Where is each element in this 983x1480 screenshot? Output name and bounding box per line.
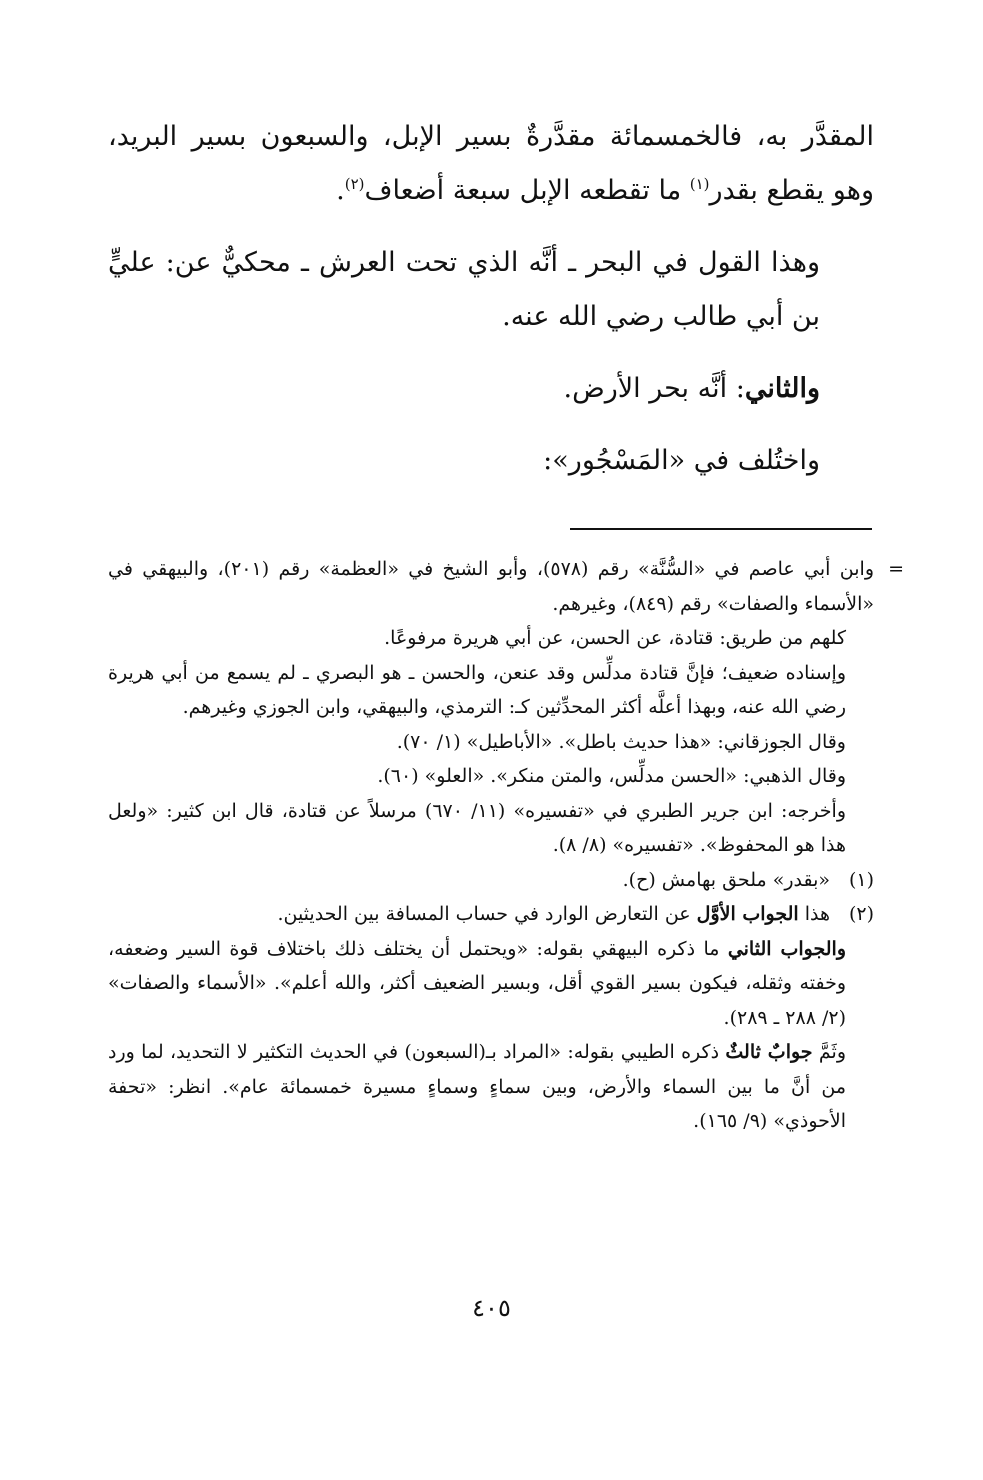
footnote-2-paragraph-3-prefix: وثَمَّ <box>812 1041 846 1063</box>
footnote-2-paragraph-2-bold: والجواب الثاني <box>727 937 846 960</box>
footnote-ref-2: (٢) <box>344 175 365 193</box>
page-number: ٤٠٥ <box>472 1294 511 1322</box>
footnote-2-text: عن التعارض الوارد في حساب المسافة بين الحديثين. <box>277 903 697 925</box>
footnote-continuation-5: وقال الذهبي: «الحسن مدلِّس، والمتن منكر». «العلو» (٦٠). <box>377 765 846 787</box>
footnote-continuation-3: وإسناده ضعيف؛ فإنَّ قتادة مدلِّس وقد عنعن، والحسن ـ هو البصري ـ لم يسمع من أبي هريرة رضي الله عنه، وبهذا أعلَّه أكثر المحدِّثين كـ: الترمذي، والبيهقي، وابن الجوزي وغيرهم. <box>108 661 846 718</box>
footnote-continuation-4: وقال الجوزقاني: «هذا حديث باطل». «الأباطيل» (١/ ٧٠). <box>396 730 846 753</box>
paragraph-4: واختُلف في «المَسْجُور»: <box>543 445 820 476</box>
footnotes <box>108 552 904 1139</box>
footnote-continuation-1-text: وابن أبي عاصم في «السُّنَّة» رقم (٥٧٨)، وأبو الشيخ في «العظمة» رقم (٢٠١)، والبيهقي في «الأسماء والصفات» رقم (٨٤٩)، وغيرهم. <box>108 558 874 615</box>
paragraph-1-middle: ما تقطعه الإبل سبعة أضعاف <box>364 175 690 206</box>
paragraph-1-text: المقدَّر به، فالخمسمائة مقدَّرةٌ بسير الإبل، والسبعون بسير البريد، وهو يقطع بقدر <box>108 121 874 206</box>
paragraph-1-end: . <box>336 175 345 206</box>
footnote-2-paragraph-3-text: ذكره الطيبي بقوله: «المراد بـ(السبعون) في الحديث التكثير لا التحديد، لما ورد من أنَّ ما بين السماء والأرض، وبين سماءٍ وسماءٍ مسيرة خمسمائة عام». انظر: «تحفة الأحوذي» (٩/ ١٦٥). <box>108 1041 846 1132</box>
paragraph-1 <box>108 110 874 218</box>
footnote-continuation-6: وأخرجه: ابن جرير الطبري في «تفسيره» (١١/ ٦٧٠) مرسلاً عن قتادة، قال ابن كثير: «ولعل هذا هو المحفوظ». «تفسيره» (٨/ ٨). <box>108 799 846 856</box>
paragraph-3-bold: والثاني <box>744 373 820 404</box>
footnote-1 <box>108 863 874 898</box>
paragraph-3 <box>108 362 874 416</box>
footnote-2-paragraph-3 <box>108 1035 874 1139</box>
footnote-2-paragraph-2-text: ما ذكره البيهقي بقوله: «ويحتمل أن يختلف ذلك باختلاف قوة السير وضعفه، وخفته وثقله، فيكون بسير القوي أقل، وبسير الضعيف أكثر، والله أعلم». «الأسماء والصفات» (٢/ ٢٨٨ ـ ٢٨٩). <box>108 937 846 1029</box>
main-text <box>108 110 874 488</box>
footnote-continuation-1 <box>108 552 904 621</box>
footnote-ref-1: (١) <box>689 175 710 193</box>
continuation-mark: = <box>888 558 904 580</box>
footnote-2-bold: الجواب الأوَّل <box>696 903 799 925</box>
paragraph-3-rest: : أنَّه بحر الأرض. <box>563 373 745 404</box>
footnote-continuation-2: كلهم من طريق: قتادة، عن الحسن، عن أبي هريرة مرفوعًا. <box>384 627 846 649</box>
paragraph-2: وهذا القول في البحر ـ أنَّه الذي تحت العرش ـ محكيٌّ عن: عليٍّ بن أبي طالب رضي الله عنه. <box>108 247 820 332</box>
footnote-1-text: «بقدر» ملحق بهامش (ح). <box>622 868 830 891</box>
footnote-2-paragraph-3-bold: جوابٌ ثالثٌ <box>725 1041 813 1063</box>
footnote-2-number: (٢) <box>848 903 874 925</box>
footnote-2 <box>108 897 874 932</box>
footnote-2-prefix: هذا <box>798 903 830 925</box>
footnote-separator <box>570 528 872 530</box>
footnote-1-number: (١) <box>848 868 874 891</box>
footnote-2-paragraph-2 <box>108 932 874 1036</box>
